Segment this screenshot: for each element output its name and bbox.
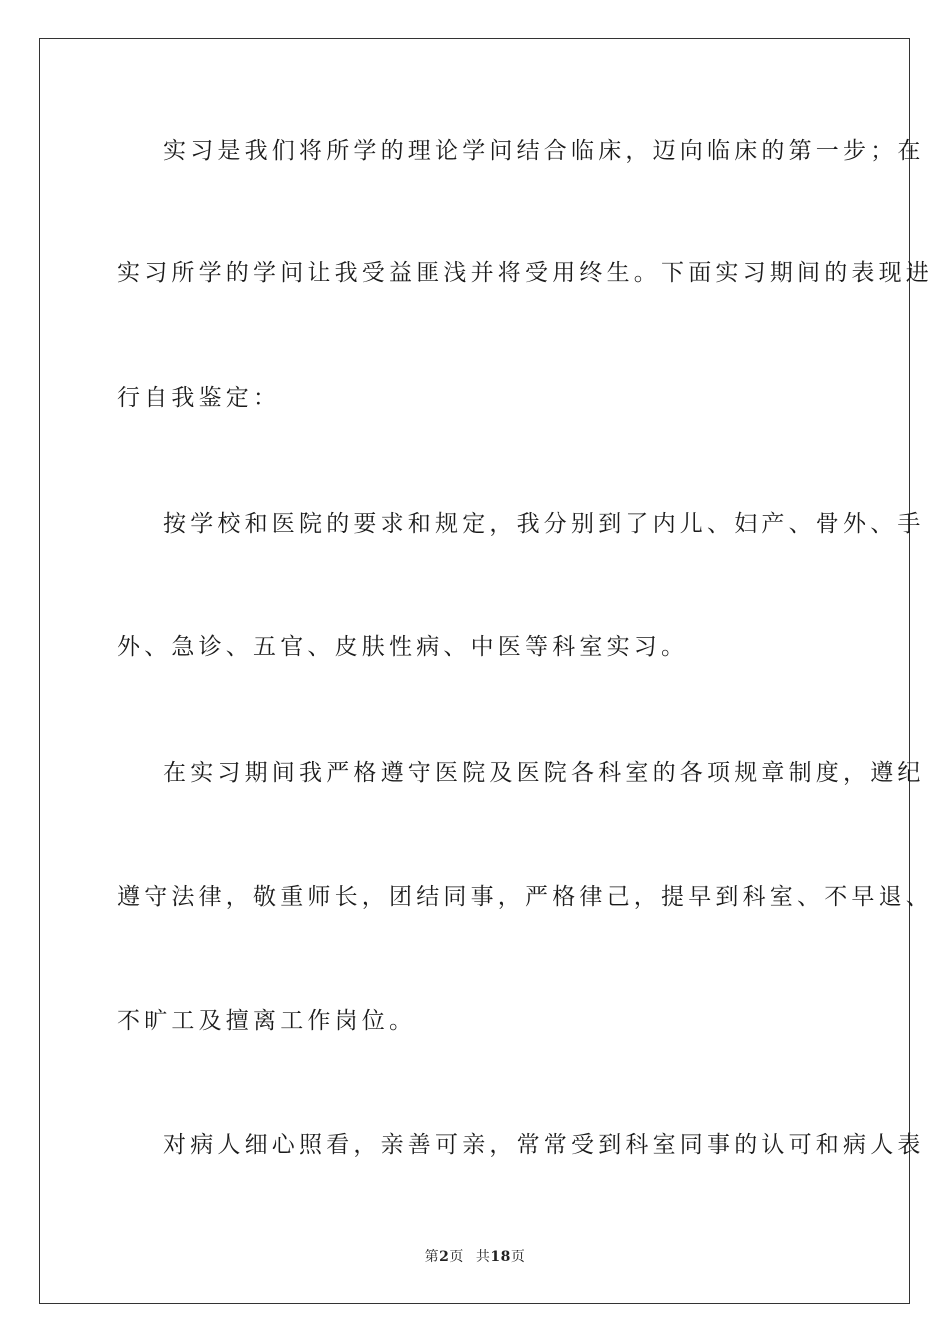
page-prefix: 第 (424, 1249, 440, 1265)
paragraph-1-line-1: 实习是我们将所学的理论学问结合临床，迈向临床的第一步；在 (163, 138, 925, 164)
paragraph-1-line-2: 实习所学的学问让我受益匪浅并将受用终生。下面实习期间的表现进 (117, 260, 933, 286)
paragraph-2-line-2: 外、急诊、五官、皮肤性病、中医等科室实习。 (117, 634, 689, 660)
paragraph-4-line-1: 对病人细心照看，亲善可亲，常常受到科室同事的认可和病人表 (163, 1132, 925, 1158)
page-suffix: 页 (449, 1249, 464, 1265)
total-suffix: 页 (510, 1249, 526, 1265)
page-border (39, 38, 910, 1304)
paragraph-3-line-1: 在实习期间我严格遵守医院及医院各科室的各项规章制度，遵纪 (163, 760, 925, 786)
paragraph-1-line-3: 行自我鉴定： (117, 385, 281, 411)
paragraph-2-line-1: 按学校和医院的要求和规定，我分别到了内儿、妇产、骨外、手 (163, 511, 925, 537)
paragraph-3-line-2: 遵守法律，敬重师长，团结同事，严格律己，提早到科室、不早退、 (117, 884, 933, 910)
page-footer (0, 1246, 950, 1266)
page-number: 2 (439, 1249, 450, 1265)
total-pages: 18 (490, 1249, 511, 1265)
paragraph-3-line-3: 不旷工及擅离工作岗位。 (117, 1008, 417, 1034)
total-prefix: 共 (475, 1249, 491, 1265)
